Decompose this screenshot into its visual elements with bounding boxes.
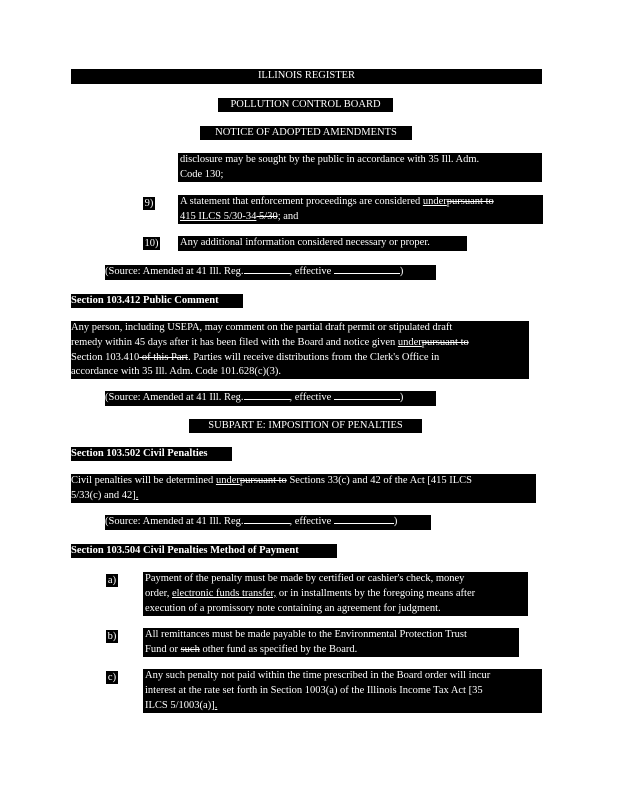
source-3-effective: , effective	[289, 516, 332, 527]
section-412-line-1: Any person, including USEPA, may comment on the partial draft permit or stipulated draft	[71, 322, 453, 333]
section-412-l2-under: under	[397, 336, 422, 348]
item-9-end: ; and	[277, 210, 299, 222]
section-502-l1c: [415 ILCS	[424, 475, 472, 486]
item-a-l2-under: electronic funds transfer,	[171, 587, 277, 599]
item-b-number	[106, 630, 118, 643]
section-412-l3-struck: of this Part	[139, 351, 188, 363]
section-412-paragraph	[71, 321, 529, 379]
item-c-line-3	[145, 699, 542, 713]
item-c-line-1: Any such penalty not paid within the time prescribed in the Board order will incur	[145, 670, 491, 681]
source-2-date-blank	[334, 399, 400, 400]
section-502-under: under	[215, 475, 240, 486]
register-title: ILLINOIS REGISTER	[257, 70, 356, 81]
source-3-reg-blank	[244, 523, 290, 524]
section-412-line-4: accordance with 35 Ill. Adm. Code 101.628(c)(3).	[71, 366, 281, 378]
section-502-heading	[71, 447, 232, 461]
item-c-l2a: interest at the rate set forth in Section 1003(a) of the Illinois Income Tax Act	[145, 684, 466, 696]
item-a-line-2	[145, 587, 528, 602]
section-412-line-2	[71, 336, 529, 351]
item-c-number	[106, 671, 118, 684]
item-c-l2b: [35	[465, 684, 483, 696]
item-a-l2b: or in installments by the foregoing means after	[276, 587, 476, 599]
section-502-l1a: Civil penalties will be determined	[71, 475, 216, 486]
section-502-l2: 5/33(c) and 42]	[71, 489, 136, 501]
notice-title-text: NOTICE OF ADOPTED AMENDMENTS	[215, 127, 397, 138]
item-b-number-text: b)	[107, 631, 117, 642]
item-9-number	[143, 197, 155, 210]
source-1-date-blank	[334, 273, 400, 274]
section-502-paragraph	[71, 474, 536, 503]
source-2-effective: , effective	[289, 392, 332, 403]
section-412-l3b: . Parties will receive distributions from the Clerk's Office in	[187, 351, 440, 363]
item-b-l2a: Fund or	[145, 643, 181, 655]
source-2-reg-blank	[244, 399, 290, 400]
item-a-l2a: order,	[145, 587, 172, 599]
source-1-prefix: (Source: Amended at 41 Ill. Reg.	[105, 266, 244, 277]
source-note-3	[105, 515, 431, 530]
source-note-1	[105, 265, 436, 280]
carryover-line-2: Code 130;	[180, 168, 224, 180]
item-9-line-1	[180, 195, 543, 210]
item-b-struck: such	[180, 643, 200, 655]
item-10-number	[143, 237, 160, 250]
item-c-text	[143, 669, 542, 713]
item-9-struck: pursuant to	[446, 196, 494, 207]
section-412-l2-struck: pursuant to	[421, 336, 469, 348]
source-note-2	[105, 391, 436, 406]
item-c-number-text: c)	[107, 672, 117, 683]
source-3-prefix: (Source: Amended at 41 Ill. Reg.	[105, 516, 244, 527]
item-10-text	[178, 236, 467, 251]
section-412-heading-text: Section 103.412 Public Comment	[71, 295, 219, 306]
item-b-line-1: All remittances must be made payable to the Environmental Protection Trust	[145, 629, 467, 640]
source-3-date-blank	[334, 523, 394, 524]
section-502-heading-text: Section 103.502 Civil Penalties	[71, 448, 208, 459]
source-1-close: )	[399, 266, 404, 277]
item-9-struck-citation: 5/30	[256, 210, 278, 222]
item-c-line-2	[145, 684, 542, 699]
section-502-struck: pursuant to	[239, 475, 287, 486]
item-9-citation: 415 ILCS 5/30-34	[180, 210, 257, 222]
item-9-number-text: 9)	[144, 198, 154, 209]
source-3-close: )	[393, 516, 398, 527]
subpart-heading	[189, 419, 422, 433]
item-10-text-content: Any additional information considered necessary or proper.	[180, 237, 430, 248]
section-502-l2-end: .	[135, 489, 139, 501]
section-504-heading	[71, 544, 337, 558]
item-a-number-text: a)	[107, 575, 117, 586]
item-b-text	[143, 628, 519, 657]
item-c-l3: ILCS 5/1003(a)]	[145, 699, 215, 711]
section-412-heading	[71, 294, 243, 308]
item-b-line-2	[145, 643, 519, 657]
item-10-number-text: 10)	[144, 238, 159, 249]
notice-title	[200, 126, 412, 140]
carryover-line-1: disclosure may be sought by the public in accordance with 35 Ill. Adm.	[180, 154, 480, 165]
carryover-paragraph	[178, 153, 542, 182]
source-1-effective: , effective	[289, 266, 332, 277]
item-9-under: under	[422, 196, 447, 207]
subpart-heading-text: SUBPART E: IMPOSITION OF PENALTIES	[208, 420, 403, 431]
item-9-text-a: A statement that enforcement proceedings are considered	[180, 196, 423, 207]
source-2-close: )	[399, 392, 404, 403]
board-name	[218, 98, 393, 112]
section-504-heading-text: Section 103.504 Civil Penalties Method of Payment	[71, 545, 299, 556]
item-a-number	[106, 574, 118, 587]
section-412-line-3	[71, 351, 529, 366]
item-c-l3-end: .	[214, 699, 218, 711]
item-a-text	[143, 572, 528, 616]
item-a-line-3: execution of a promissory note containing an agreement for judgment.	[145, 602, 441, 614]
item-b-l2b: other fund as specified by the Board.	[199, 643, 358, 655]
source-1-reg-blank	[244, 273, 290, 274]
register-header	[71, 69, 542, 84]
source-2-prefix: (Source: Amended at 41 Ill. Reg.	[105, 392, 244, 403]
section-502-l1b: Sections 33(c) and 42 of the Act	[286, 475, 425, 486]
item-9-text	[178, 195, 543, 224]
section-502-line-2	[71, 489, 536, 503]
section-502-line-1	[71, 474, 536, 489]
item-a-line-1: Payment of the penalty must be made by certified or cashier's check, money	[145, 573, 465, 584]
section-412-l2a: remedy within 45 days after it has been filed with the Board and notice given	[71, 336, 398, 348]
item-9-line-2	[180, 210, 543, 224]
board-name-text: POLLUTION CONTROL BOARD	[230, 99, 381, 110]
section-412-l3a: Section 103.410	[71, 351, 140, 363]
